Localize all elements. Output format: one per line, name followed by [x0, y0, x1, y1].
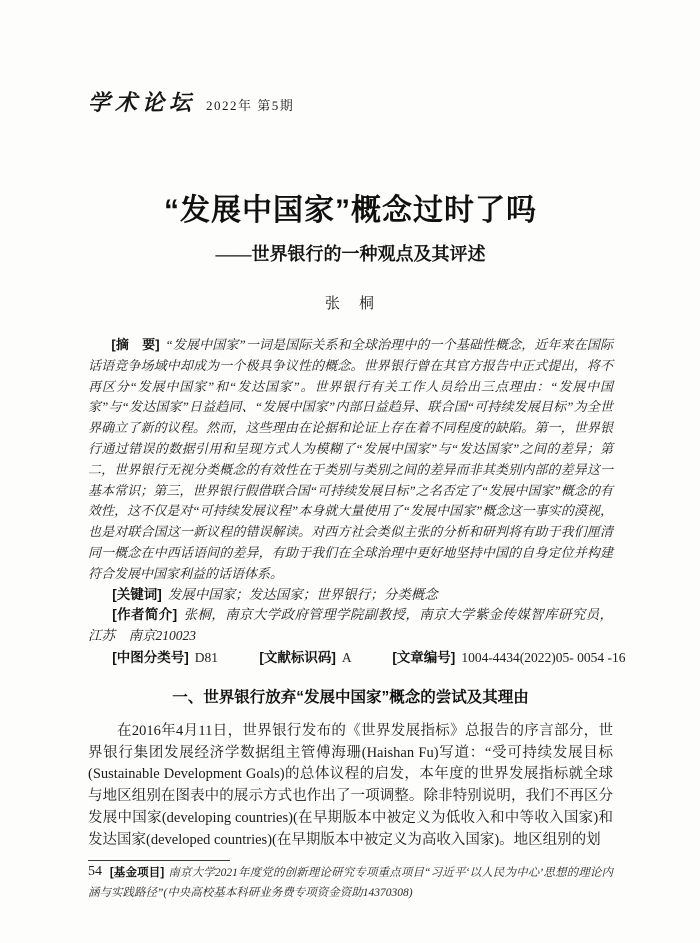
clc-group — [112, 650, 221, 665]
abstract-label: [摘 要] — [111, 337, 160, 352]
fund-note — [88, 864, 613, 903]
article-title: “发展中国家”概念过时了吗 — [164, 194, 537, 227]
journal-issue: 2022年 第5期 — [206, 98, 295, 113]
classification-line — [88, 647, 626, 669]
article-id-group — [392, 650, 625, 665]
article-id-label: [文章编号] — [392, 650, 456, 666]
fund-note-label: [基金项目] — [109, 867, 165, 880]
article-subtitle: ——世界银行的一种观点及其评述 — [215, 244, 486, 264]
abstract-text: “发展中国家”一词是国际关系和全球治理中的一个基础性概念，近年来在国际话语竞争场域中却成为一个极具争议性的概念。世界银行曾在其官方报告中正式提出，将不再区分“发展中国家”和“发达国家”。世界银行有关工作人员给出三点理由：“发展中国家”与“发达国家”日益趋同、“发展中国家”内部日益趋异、联合国“可持续发展目标”为全世界确立了新的议程。然而，这些理由在论据和论证上存在着不同程度的缺陷。第一，世界银行通过错误的数据引用和呈现方式人为模糊了“发展中国家”与“发达国家”之间的差异；第二，世界银行无视分类概念的有效性在于类别与类别之间的差异而非其类别内部的差异这一基本常识；第三，世界银行假借联合国“可持续发展目标”之名否定了“发展中国家”概念的有效性，这不仅是对“可持续发展议程”本身就大量使用了“发展中国家”概念这一事实的漠视，也是对联合国这一新议程的错误解读。对西方社会类似主张的分析和研判将有助于我们厘清同一概念在中西话语间的差异，有助于我们在全球治理中更好地坚持中国的自身定位并构建符合发展中国家利益的话语体系。 — [88, 337, 613, 581]
article-id-value: 1004-4434(2022)05- 0054 -16 — [461, 650, 626, 666]
journal-name-calligraphy: 学术论坛 — [88, 90, 197, 116]
author-bio-label: [作者简介] — [112, 607, 178, 623]
clc-value: D81 — [194, 650, 219, 666]
author-bio-text: 张桐，南京大学政府管理学院副教授，南京大学紫金传媒智库研究员，江苏 南京210023 — [88, 607, 613, 644]
fund-note-text: 南京大学2021年度党的创新理论研究专项重点项目“习近平‘以人民为中心’思想的理论内涵与实践路径”(中央高校基本科研业务费专项资金资助14370308) — [88, 867, 613, 899]
keywords-text: 发展中国家；发达国家；世界银行；分类概念 — [167, 586, 438, 602]
body-paragraph: 在2016年4月11日，世界银行发布的《世界发展指标》总报告的序言部分，世界银行集团发展经济学数据组主管傅海珊(Haishan Fu)写道：“受可持续发展目标(Sustainable Development Goals)的总体议程的启发，本年度的世界发展指标就全球与地区组别在图表中的展示方式也作出了一项调整。除非特别说明，我们不再区分发展中国家(developing countries)(在早期版本中被定义为低收入和中等收入国家)和发达国家(developed countries)(在早期版本中被定义为高收入国家)。地区组别的划 — [88, 722, 613, 848]
author-bio-line — [88, 605, 613, 647]
footnote-divider — [88, 860, 230, 861]
keywords-label: [关键词] — [112, 586, 162, 602]
section-heading: 一、世界银行放弃“发展中国家”概念的尝试及其理由 — [172, 688, 529, 706]
doc-code-value: A — [341, 650, 351, 666]
article-author: 张 桐 — [324, 296, 376, 312]
abstract-paragraph — [88, 335, 613, 585]
clc-label: [中图分类号] — [112, 650, 189, 666]
page-number: 54 — [88, 864, 102, 879]
journal-header — [88, 86, 613, 116]
doc-code-group — [259, 650, 354, 665]
doc-code-label: [文献标识码] — [259, 650, 336, 666]
keywords-line — [88, 585, 613, 606]
